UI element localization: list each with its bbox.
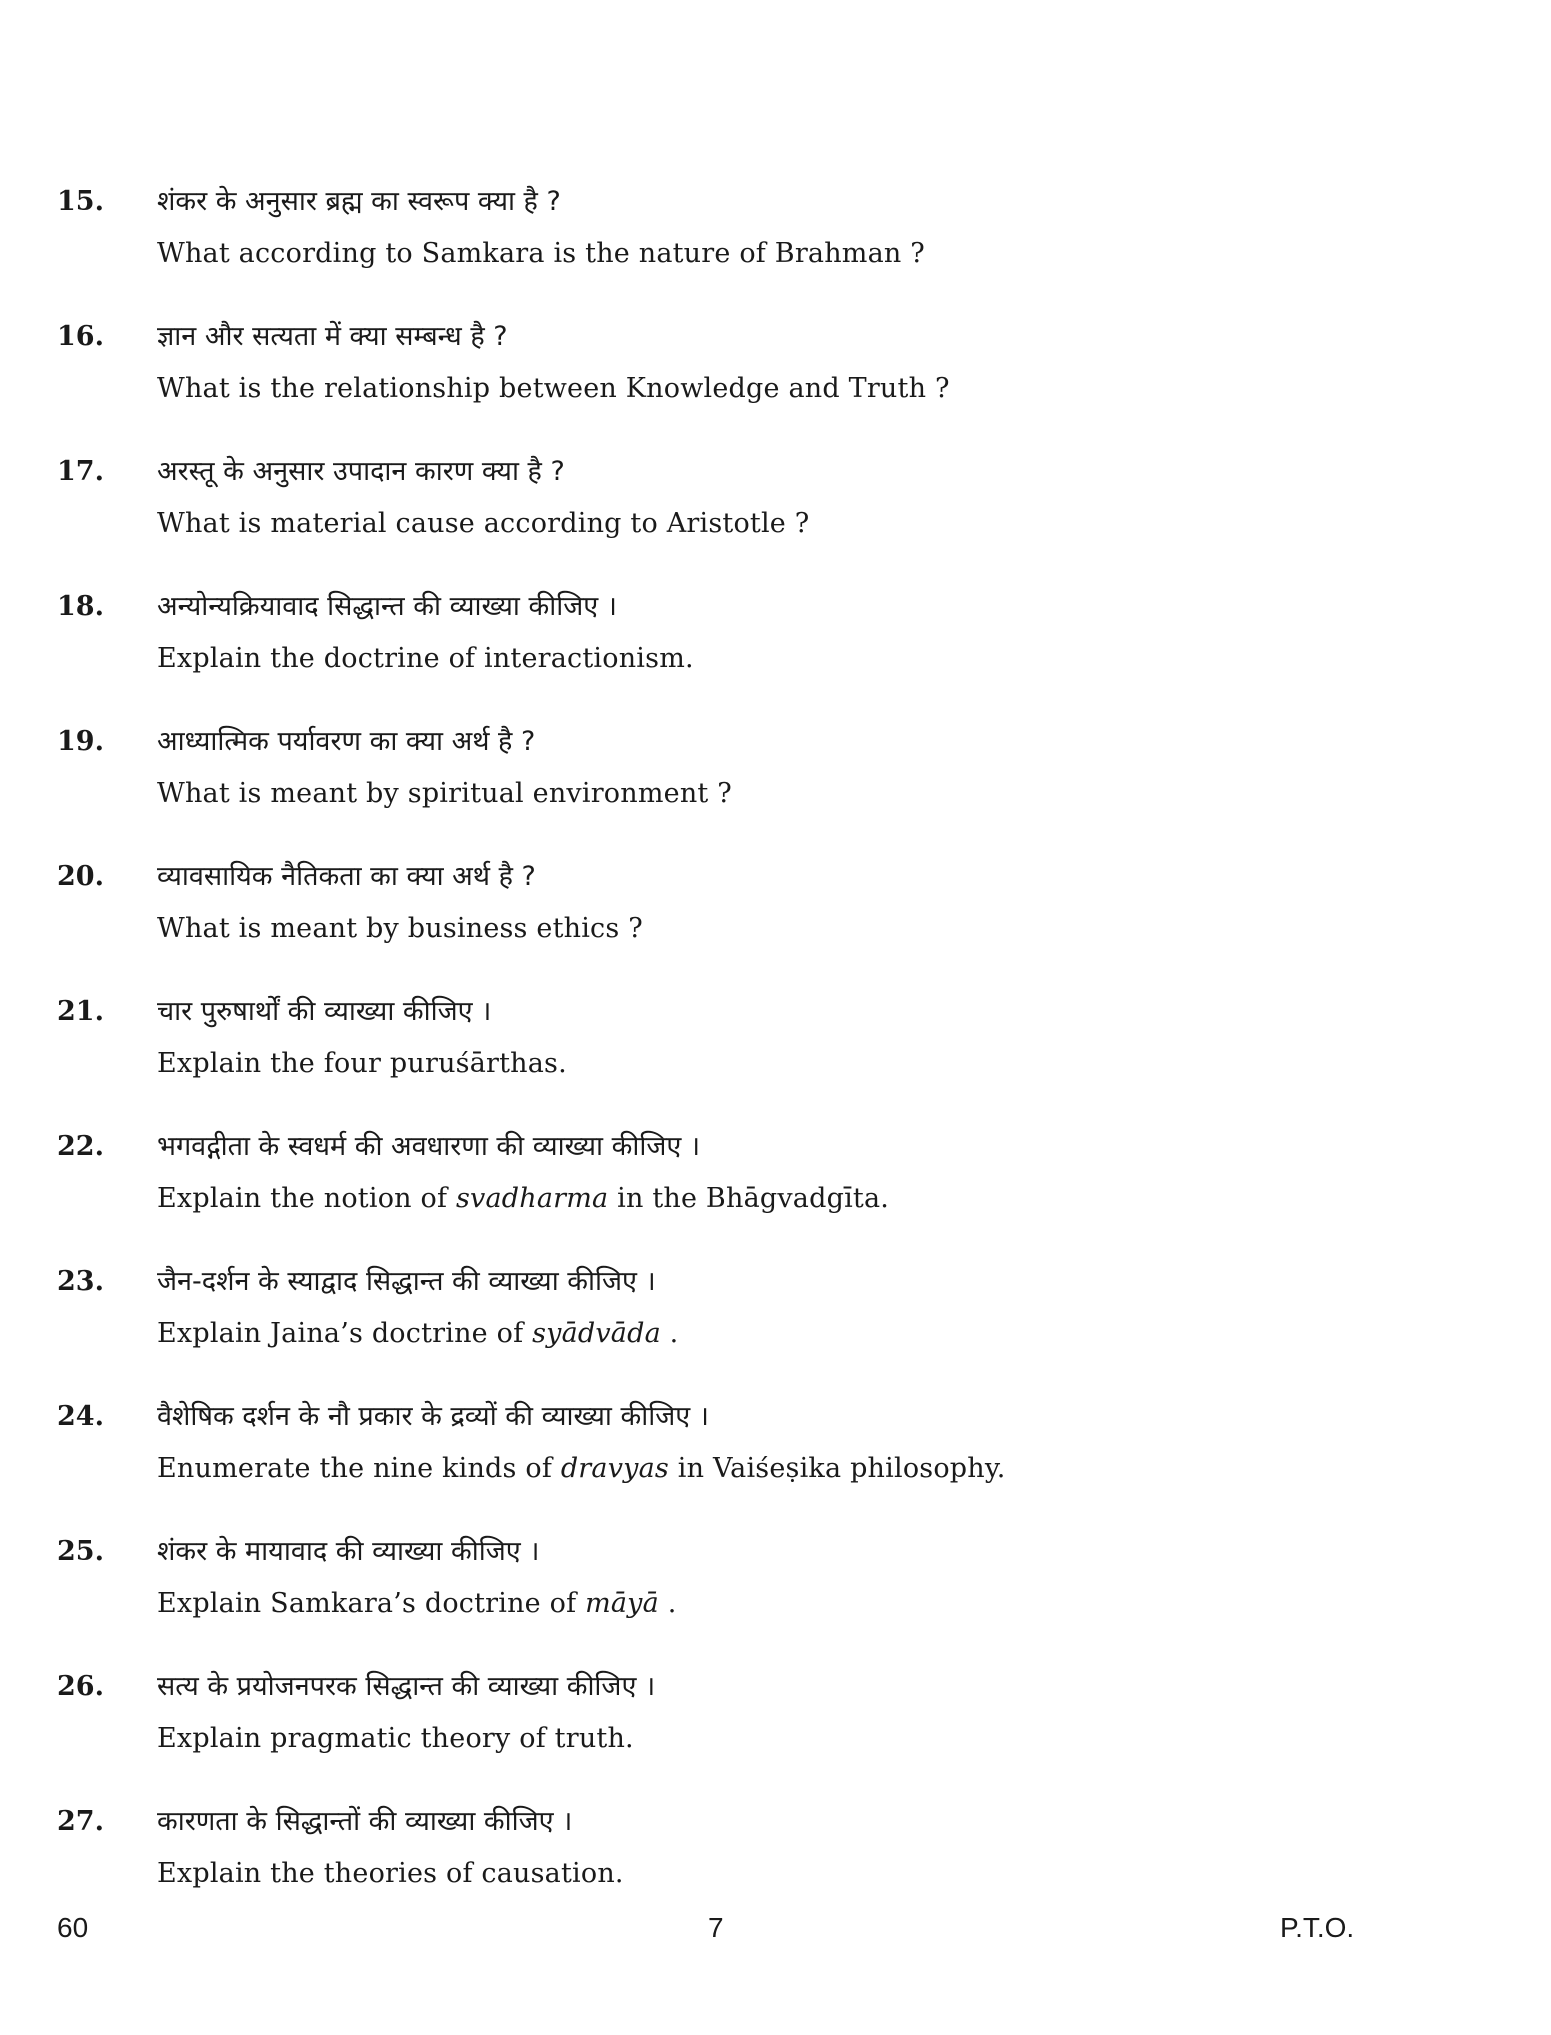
text-segment: . — [660, 1318, 679, 1349]
question-hindi: आध्यात्मिक पर्यावरण का क्या अर्थ है ? — [157, 726, 536, 757]
question-english — [157, 1044, 567, 1084]
question-number: 18. — [57, 591, 104, 622]
page-number: 7 — [708, 1912, 724, 1943]
question-hindi: जैन-दर्शन के स्याद्वाद सिद्धान्त की व्याख्या कीजिए । — [157, 1266, 656, 1297]
text-segment: What is meant by business ethics ? — [157, 913, 643, 944]
text-segment: Explain the theories of causation. — [157, 1858, 624, 1889]
question-english — [157, 909, 643, 949]
question-hindi: अन्योन्यक्रियावाद सिद्धान्त की व्याख्या कीजिए । — [157, 591, 618, 622]
italic-term: syādvāda — [532, 1318, 661, 1349]
question-number: 16. — [57, 321, 104, 352]
text-segment: Explain the four puruśārthas. — [157, 1048, 567, 1079]
text-segment: What is the relationship between Knowledge and Truth ? — [157, 373, 950, 404]
text-segment: Enumerate the nine kinds of — [157, 1453, 561, 1484]
question-english — [157, 369, 950, 409]
question-english — [157, 1179, 889, 1219]
question-english — [157, 1584, 677, 1624]
text-segment: What is material cause according to Aristotle ? — [157, 508, 810, 539]
question-hindi: शंकर के मायावाद की व्याख्या कीजिए । — [157, 1536, 540, 1567]
question-hindi: चार पुरुषार्थों की व्याख्या कीजिए । — [157, 996, 492, 1027]
question-english — [157, 1314, 678, 1354]
italic-term: svadharma — [455, 1183, 609, 1214]
question-number: 26. — [57, 1671, 104, 1702]
text-segment: Explain Samkara’s doctrine of — [157, 1588, 586, 1619]
question-hindi: कारणता के सिद्धान्तों की व्याख्या कीजिए । — [157, 1806, 573, 1837]
question-number: 19. — [57, 726, 104, 757]
question-english — [157, 504, 809, 544]
question-english — [157, 234, 925, 274]
question-number: 20. — [57, 861, 104, 892]
question-english — [157, 1719, 634, 1759]
text-segment: Explain the notion of — [157, 1183, 456, 1214]
italic-term: dravyas — [560, 1453, 669, 1484]
question-number: 27. — [57, 1806, 104, 1837]
question-english — [157, 774, 732, 814]
italic-term: māyā — [585, 1588, 659, 1619]
question-number: 25. — [57, 1536, 104, 1567]
text-segment: What is meant by spiritual environment ? — [157, 778, 732, 809]
question-hindi: अरस्तू के अनुसार उपादान कारण क्या है ? — [157, 456, 565, 487]
question-english — [157, 1449, 1006, 1489]
question-hindi: शंकर के अनुसार ब्रह्म का स्वरूप क्या है ? — [157, 186, 561, 217]
question-hindi: भगवद्गीता के स्वधर्म की अवधारणा की व्याख्या कीजिए । — [157, 1131, 701, 1162]
question-number: 15. — [57, 186, 104, 217]
question-number: 23. — [57, 1266, 104, 1297]
question-number: 17. — [57, 456, 104, 487]
question-number: 21. — [57, 996, 104, 1027]
booklet-code: 60 — [57, 1912, 89, 1943]
question-hindi: व्यावसायिक नैतिकता का क्या अर्थ है ? — [157, 861, 536, 892]
text-segment: . — [658, 1588, 677, 1619]
text-segment: What according to Samkara is the nature of Brahman ? — [157, 238, 925, 269]
question-hindi: सत्य के प्रयोजनपरक सिद्धान्त की व्याख्या कीजिए । — [157, 1671, 656, 1702]
question-english — [157, 1854, 624, 1894]
text-segment: Explain pragmatic theory of truth. — [157, 1723, 634, 1754]
question-english — [157, 639, 694, 679]
text-segment: Explain the doctrine of interactionism. — [157, 643, 694, 674]
question-number: 24. — [57, 1401, 104, 1432]
text-segment: Explain Jaina’s doctrine of — [157, 1318, 533, 1349]
question-hindi: ज्ञान और सत्यता में क्या सम्बन्ध है ? — [157, 321, 508, 352]
text-segment: in the Bhāgvadgīta. — [608, 1183, 890, 1214]
question-hindi: वैशेषिक दर्शन के नौ प्रकार के द्रव्यों की व्याख्या कीजिए । — [157, 1401, 710, 1432]
pto-label: P.T.O. — [1280, 1912, 1355, 1943]
text-segment: in Vaiśeṣika philosophy. — [668, 1453, 1006, 1484]
question-number: 22. — [57, 1131, 104, 1162]
